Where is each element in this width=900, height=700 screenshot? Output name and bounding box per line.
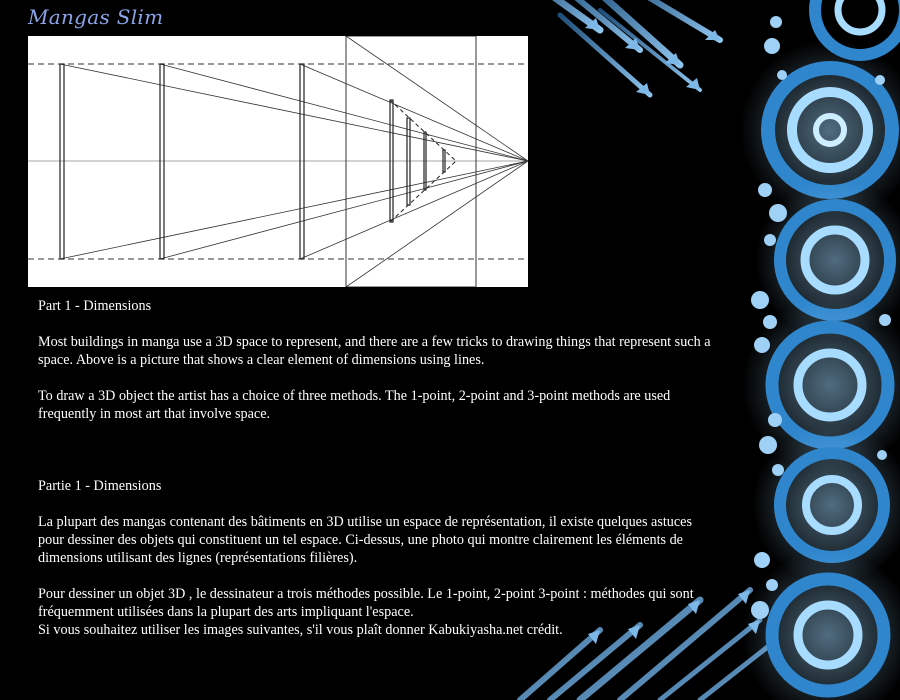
french-heading: Partie 1 - Dimensions (38, 478, 162, 494)
credit-text: Si vous souhaitez utiliser les images suivantes, s'il vous plaît donner Kabukiyasha.net crédit. (38, 622, 563, 638)
article-content (38, 297, 718, 639)
english-paragraph-1: Most buildings in manga use a 3D space to represent, and there are a few tricks to drawing things that represent such a space. Above is a picture that shows a clear element of dimensions using lines. (38, 334, 711, 368)
arrow-decoration-top (530, 0, 720, 95)
english-heading: Part 1 - Dimensions (38, 298, 152, 314)
english-paragraph-2: To draw a 3D object the artist has a choice of three methods. The 1-point, 2-point and 3-point methods are used frequently in most art that involve space. (38, 388, 671, 422)
perspective-diagram (28, 36, 528, 287)
french-paragraph-1: La plupart des mangas contenant des bâtiments en 3D utilise un espace de représentation, il existe quelques astuces pour dessiner des objets qui constituent un tel espace. Ci-dessus, une photo qui montre clairement les éléments de dimensions utilisant des lignes (représentations filières). (38, 514, 692, 566)
french-paragraph-2 (38, 585, 718, 639)
site-title[interactable]: Mangas Slim (28, 5, 164, 29)
french-paragraph-2-text: Pour dessiner un objet 3D , le dessinateur a trois méthodes possible. Le 1-point, 2-point 3-point : méthodes qui sont fréquemment utilisées dans la plupart des arts impliquant l'espace. (38, 586, 694, 620)
